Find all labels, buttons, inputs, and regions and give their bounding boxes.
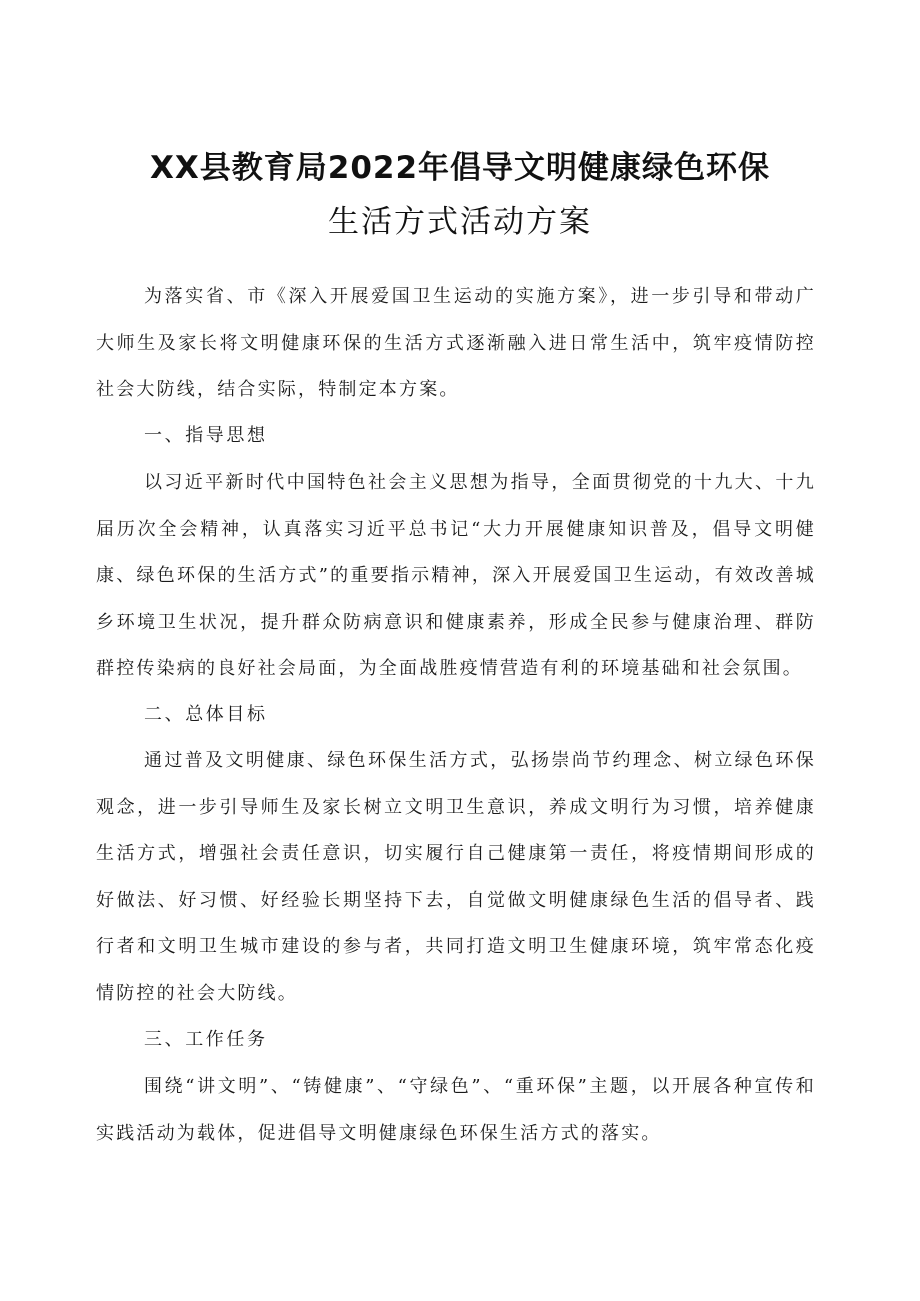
- section-2-heading: 二、总体目标: [144, 704, 268, 725]
- section-2-paragraph: 通过普及文明健康、绿色环保生活方式，弘扬崇尚节约理念、树立绿色环保观念，进一步引导师生及家长树立文明卫生意识，养成文明行为习惯，培养健康生活方式，增强社会责任意识，切实履行自己健康第一责任，将疫情期间形成的好做法、好习惯、好经验长期坚持下去，自觉做文明健康绿色生活的倡导者、践行者和文明卫生城市建设的参与者，共同打造文明卫生健康环境，筑牢常态化疫情防控的社会大防线。: [96, 750, 816, 1004]
- intro-paragraph: 为落实省、市《深入开展爱国卫生运动的实施方案》，进一步引导和带动广大师生及家长将文明健康环保的生活方式逐渐融入进日常生活中，筑牢疫情防控社会大防线，结合实际，特制定本方案。: [96, 286, 816, 400]
- section-3-paragraph: 围绕“讲文明”、“铸健康”、“守绿色”、“重环保”主题，以开展各种宣传和实践活动为载体，促进倡导文明健康绿色环保生活方式的落实。: [96, 1076, 816, 1144]
- section-1-heading: 一、指导思想: [144, 425, 268, 446]
- section-3-heading: 三、工作任务: [144, 1029, 268, 1050]
- document-title-line-2: 生活方式活动方案: [328, 204, 592, 240]
- document-title-line-1: XX县教育局2022年倡导文明健康绿色环保: [149, 150, 771, 186]
- section-1-paragraph: 以习近平新时代中国特色社会主义思想为指导，全面贯彻党的十九大、十九届历次全会精神，认真落实习近平总书记“大力开展健康知识普及，倡导文明健康、绿色环保的生活方式”的重要指示精神，深入开展爱国卫生运动，有效改善城乡环境卫生状况，提升群众防病意识和健康素养，形成全民参与健康治理、群防群控传染病的良好社会局面，为全面战胜疫情营造有利的环境基础和社会氛围。: [96, 472, 816, 679]
